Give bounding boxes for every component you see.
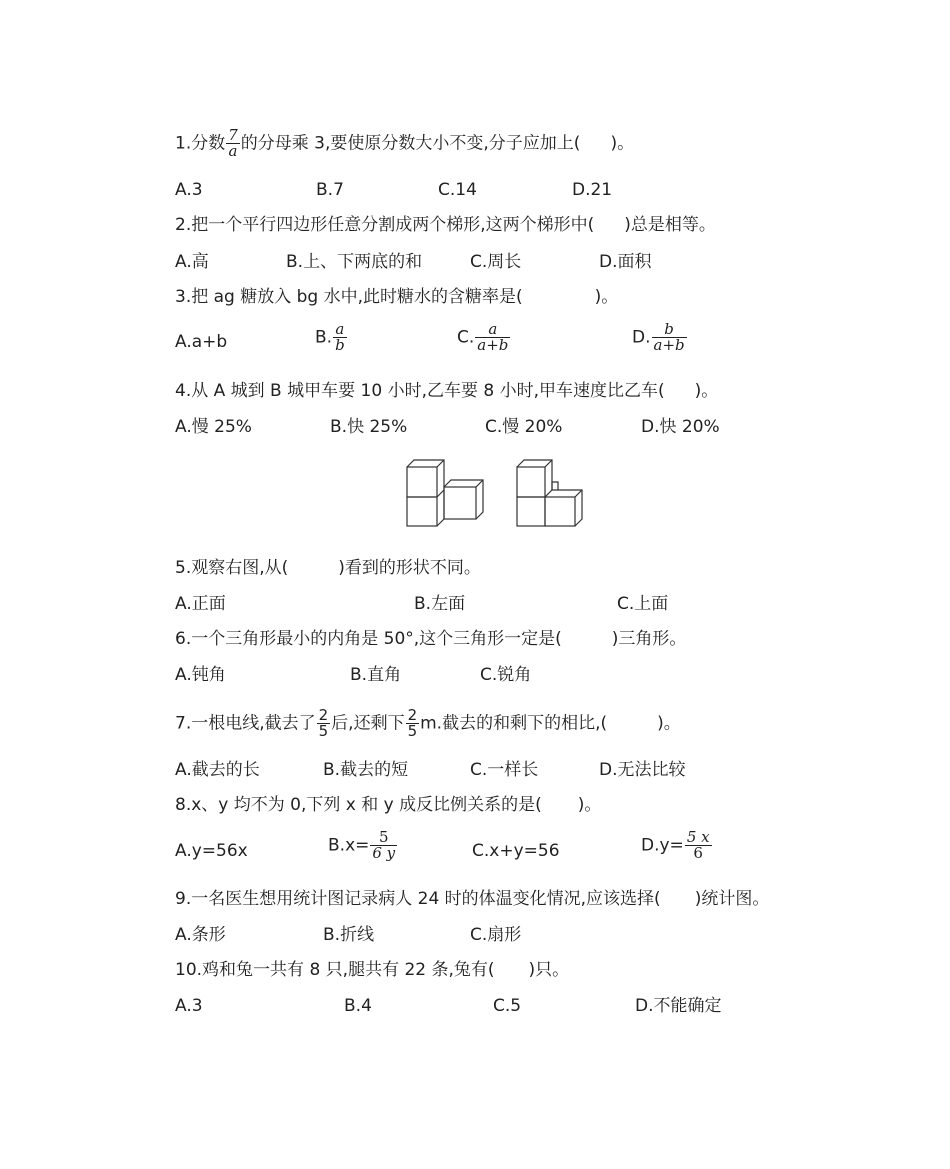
fraction: $\frac{2}{5}$ [318, 706, 329, 740]
fraction: $\frac{7}{a}$ [228, 126, 238, 160]
option-8b[interactable]: B.x= $\frac{5}{6 y}$ [328, 828, 396, 862]
question-7: 7.一根电线,截去了 $\frac{2}{5}$ 后,还剩下 $\frac{2}{5}$ m.截去的和剩下的相比,( )。 [175, 706, 681, 740]
option-3c[interactable]: C. $\frac{a}{a+b}$ [457, 320, 509, 354]
question-2: 2.把一个平行四边形任意分割成两个梯形,这两个梯形中( )总是相等。 [175, 215, 716, 235]
option-4b[interactable]: B.快 25% [330, 417, 408, 437]
option-1c[interactable]: C.14 [438, 180, 477, 200]
option-2c[interactable]: C.周长 [470, 252, 522, 272]
option-4d[interactable]: D.快 20% [641, 417, 720, 437]
option-10b[interactable]: B.4 [344, 996, 372, 1016]
option-7a[interactable]: A.截去的长 [175, 760, 260, 780]
question-1: 1.分数 $\frac{7}{a}$ 的分母乘 3,要使原分数大小不变,分子应加上( )。 [175, 126, 635, 160]
option-5a[interactable]: A.正面 [175, 594, 226, 614]
cube-shape-right [517, 460, 582, 526]
option-10a[interactable]: A.3 [175, 996, 203, 1016]
option-1b[interactable]: B.7 [316, 180, 344, 200]
option-5c[interactable]: C.上面 [617, 594, 669, 614]
fraction: $\frac{5}{6 y}$ [372, 828, 396, 862]
fraction: $\frac{2}{5}$ [407, 706, 418, 740]
question-10: 10.鸡和兔一共有 8 只,腿共有 22 条,兔有( )只。 [175, 960, 570, 980]
option-9b[interactable]: B.折线 [323, 925, 375, 945]
question-9: 9.一名医生想用统计图记录病人 24 时的体温变化情况,应该选择( )统计图。 [175, 889, 770, 909]
cube-figure [400, 455, 600, 535]
option-10d[interactable]: D.不能确定 [635, 996, 722, 1016]
option-9c[interactable]: C.扇形 [470, 925, 522, 945]
fraction: $\frac{5 x}{6}$ [686, 828, 710, 862]
option-7d[interactable]: D.无法比较 [599, 760, 686, 780]
question-6: 6.一个三角形最小的内角是 50°,这个三角形一定是( )三角形。 [175, 629, 687, 649]
question-4: 4.从 A 城到 B 城甲车要 10 小时,乙车要 8 小时,甲车速度比乙车( )。 [175, 381, 719, 401]
option-7c[interactable]: C.一样长 [470, 760, 539, 780]
question-3: 3.把 ag 糖放入 bg 水中,此时糖水的含糖率是( )。 [175, 287, 619, 307]
option-4c[interactable]: C.慢 20% [485, 417, 563, 437]
fraction: $\frac{a}{a+b}$ [477, 320, 509, 354]
option-10c[interactable]: C.5 [493, 996, 522, 1016]
question-8: 8.x、y 均不为 0,下列 x 和 y 成反比例关系的是( )。 [175, 795, 602, 815]
option-3b[interactable]: B. $\frac{a}{b}$ [315, 320, 345, 354]
option-6c[interactable]: C.锐角 [480, 665, 532, 685]
option-5b[interactable]: B.左面 [414, 594, 466, 614]
option-8a[interactable]: A.y=56x [175, 841, 248, 861]
option-8d[interactable]: D.y= $\frac{5 x}{6}$ [641, 828, 710, 862]
option-2a[interactable]: A.高 [175, 252, 209, 272]
option-8c[interactable]: C.x+y=56 [472, 841, 560, 861]
option-7b[interactable]: B.截去的短 [323, 760, 409, 780]
cube-shape-left [407, 460, 483, 526]
option-6b[interactable]: B.直角 [350, 665, 402, 685]
option-1d[interactable]: D.21 [572, 180, 613, 200]
option-1a[interactable]: A.3 [175, 180, 203, 200]
option-6a[interactable]: A.钝角 [175, 665, 226, 685]
option-4a[interactable]: A.慢 25% [175, 417, 252, 437]
option-2d[interactable]: D.面积 [599, 252, 652, 272]
option-3d[interactable]: D. $\frac{b}{a+b}$ [632, 320, 685, 354]
fraction: $\frac{a}{b}$ [335, 320, 345, 354]
option-3a[interactable]: A.a+b [175, 332, 228, 352]
option-9a[interactable]: A.条形 [175, 925, 226, 945]
fraction: $\frac{b}{a+b}$ [653, 320, 685, 354]
option-2b[interactable]: B.上、下两底的和 [286, 252, 423, 272]
question-5: 5.观察右图,从( )看到的形状不同。 [175, 558, 481, 578]
